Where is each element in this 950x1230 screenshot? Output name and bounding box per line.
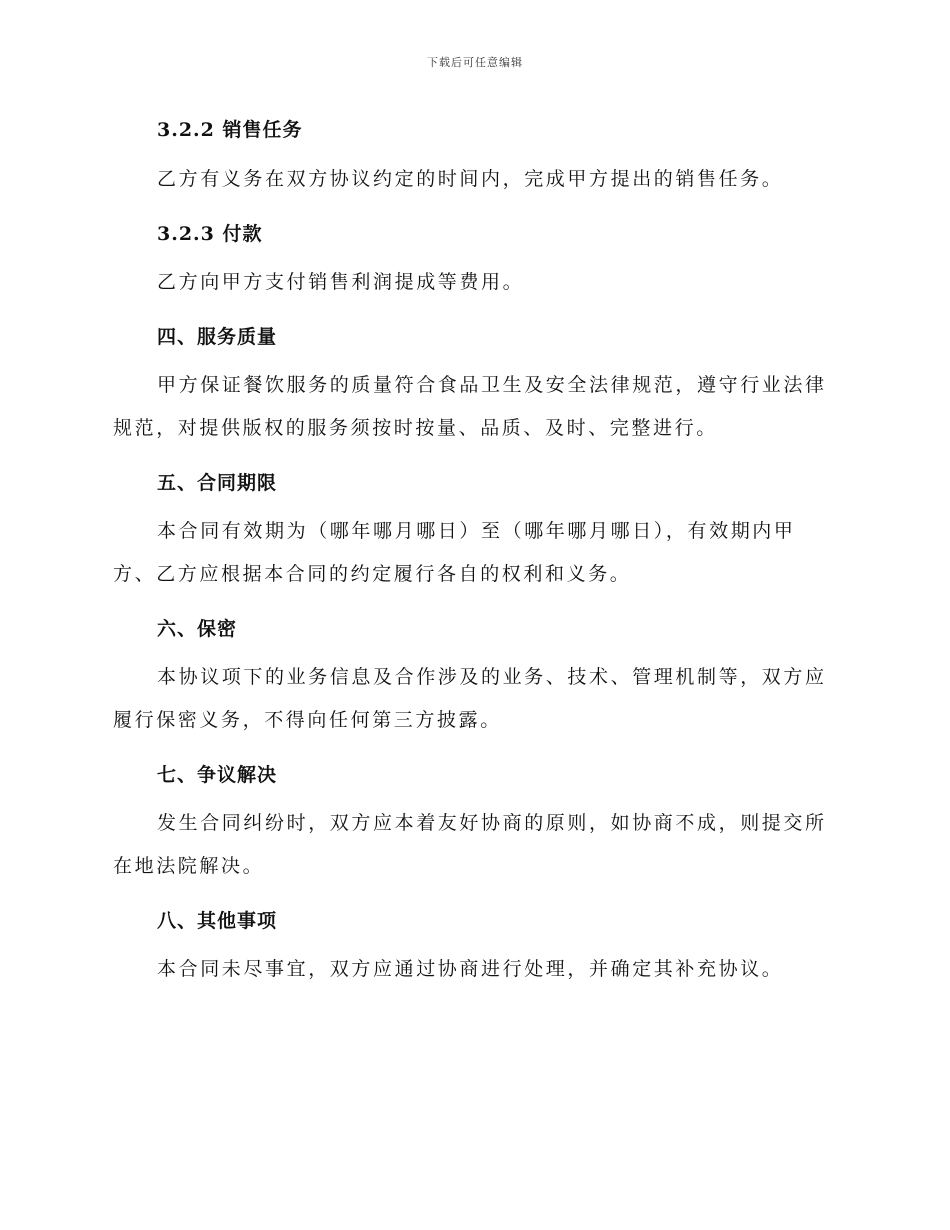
- section-paragraph-confidentiality: 本协议项下的业务信息及合作涉及的业务、技术、管理机制等，双方应履行保密义务，不得向任何第三方披露。: [113, 666, 827, 731]
- section-paragraph-3-2-3: 乙方向甲方支付销售利润提成等费用。: [157, 271, 525, 293]
- section-heading-dispute-resolution: 七、争议解决: [157, 764, 278, 786]
- section-heading-3-2-2: 3.2.2 销售任务: [157, 119, 303, 141]
- section-paragraph-dispute-resolution: 发生合同纠纷时，双方应本着友好协商的原则，如协商不成，则提交所在地法院解决。: [113, 812, 827, 877]
- section-paragraph-3-2-2: 乙方有义务在双方协议约定的时间内，完成甲方提出的销售任务。: [157, 168, 784, 190]
- section-heading-contract-term: 五、合同期限: [157, 472, 278, 494]
- section-paragraph-service-quality: 甲方保证餐饮服务的质量符合食品卫生及安全法律规范，遵守行业法律规范，对提供版权的服务须按时按量、品质、及时、完整进行。: [113, 374, 827, 439]
- section-heading-confidentiality: 六、保密: [157, 618, 238, 640]
- section-paragraph-other-matters: 本合同未尽事宜，双方应通过协商进行处理，并确定其补充协议。: [157, 958, 784, 980]
- header-note: 下载后可任意编辑: [427, 56, 523, 69]
- section-paragraph-contract-term: 本合同有效期为（哪年哪月哪日）至（哪年哪月哪日），有效期内甲方、乙方应根据本合同的约定履行各自的权利和义务。: [113, 520, 796, 585]
- section-heading-service-quality: 四、服务质量: [157, 326, 278, 348]
- section-heading-3-2-3: 3.2.3 付款: [157, 223, 263, 245]
- section-heading-other-matters: 八、其他事项: [157, 910, 278, 932]
